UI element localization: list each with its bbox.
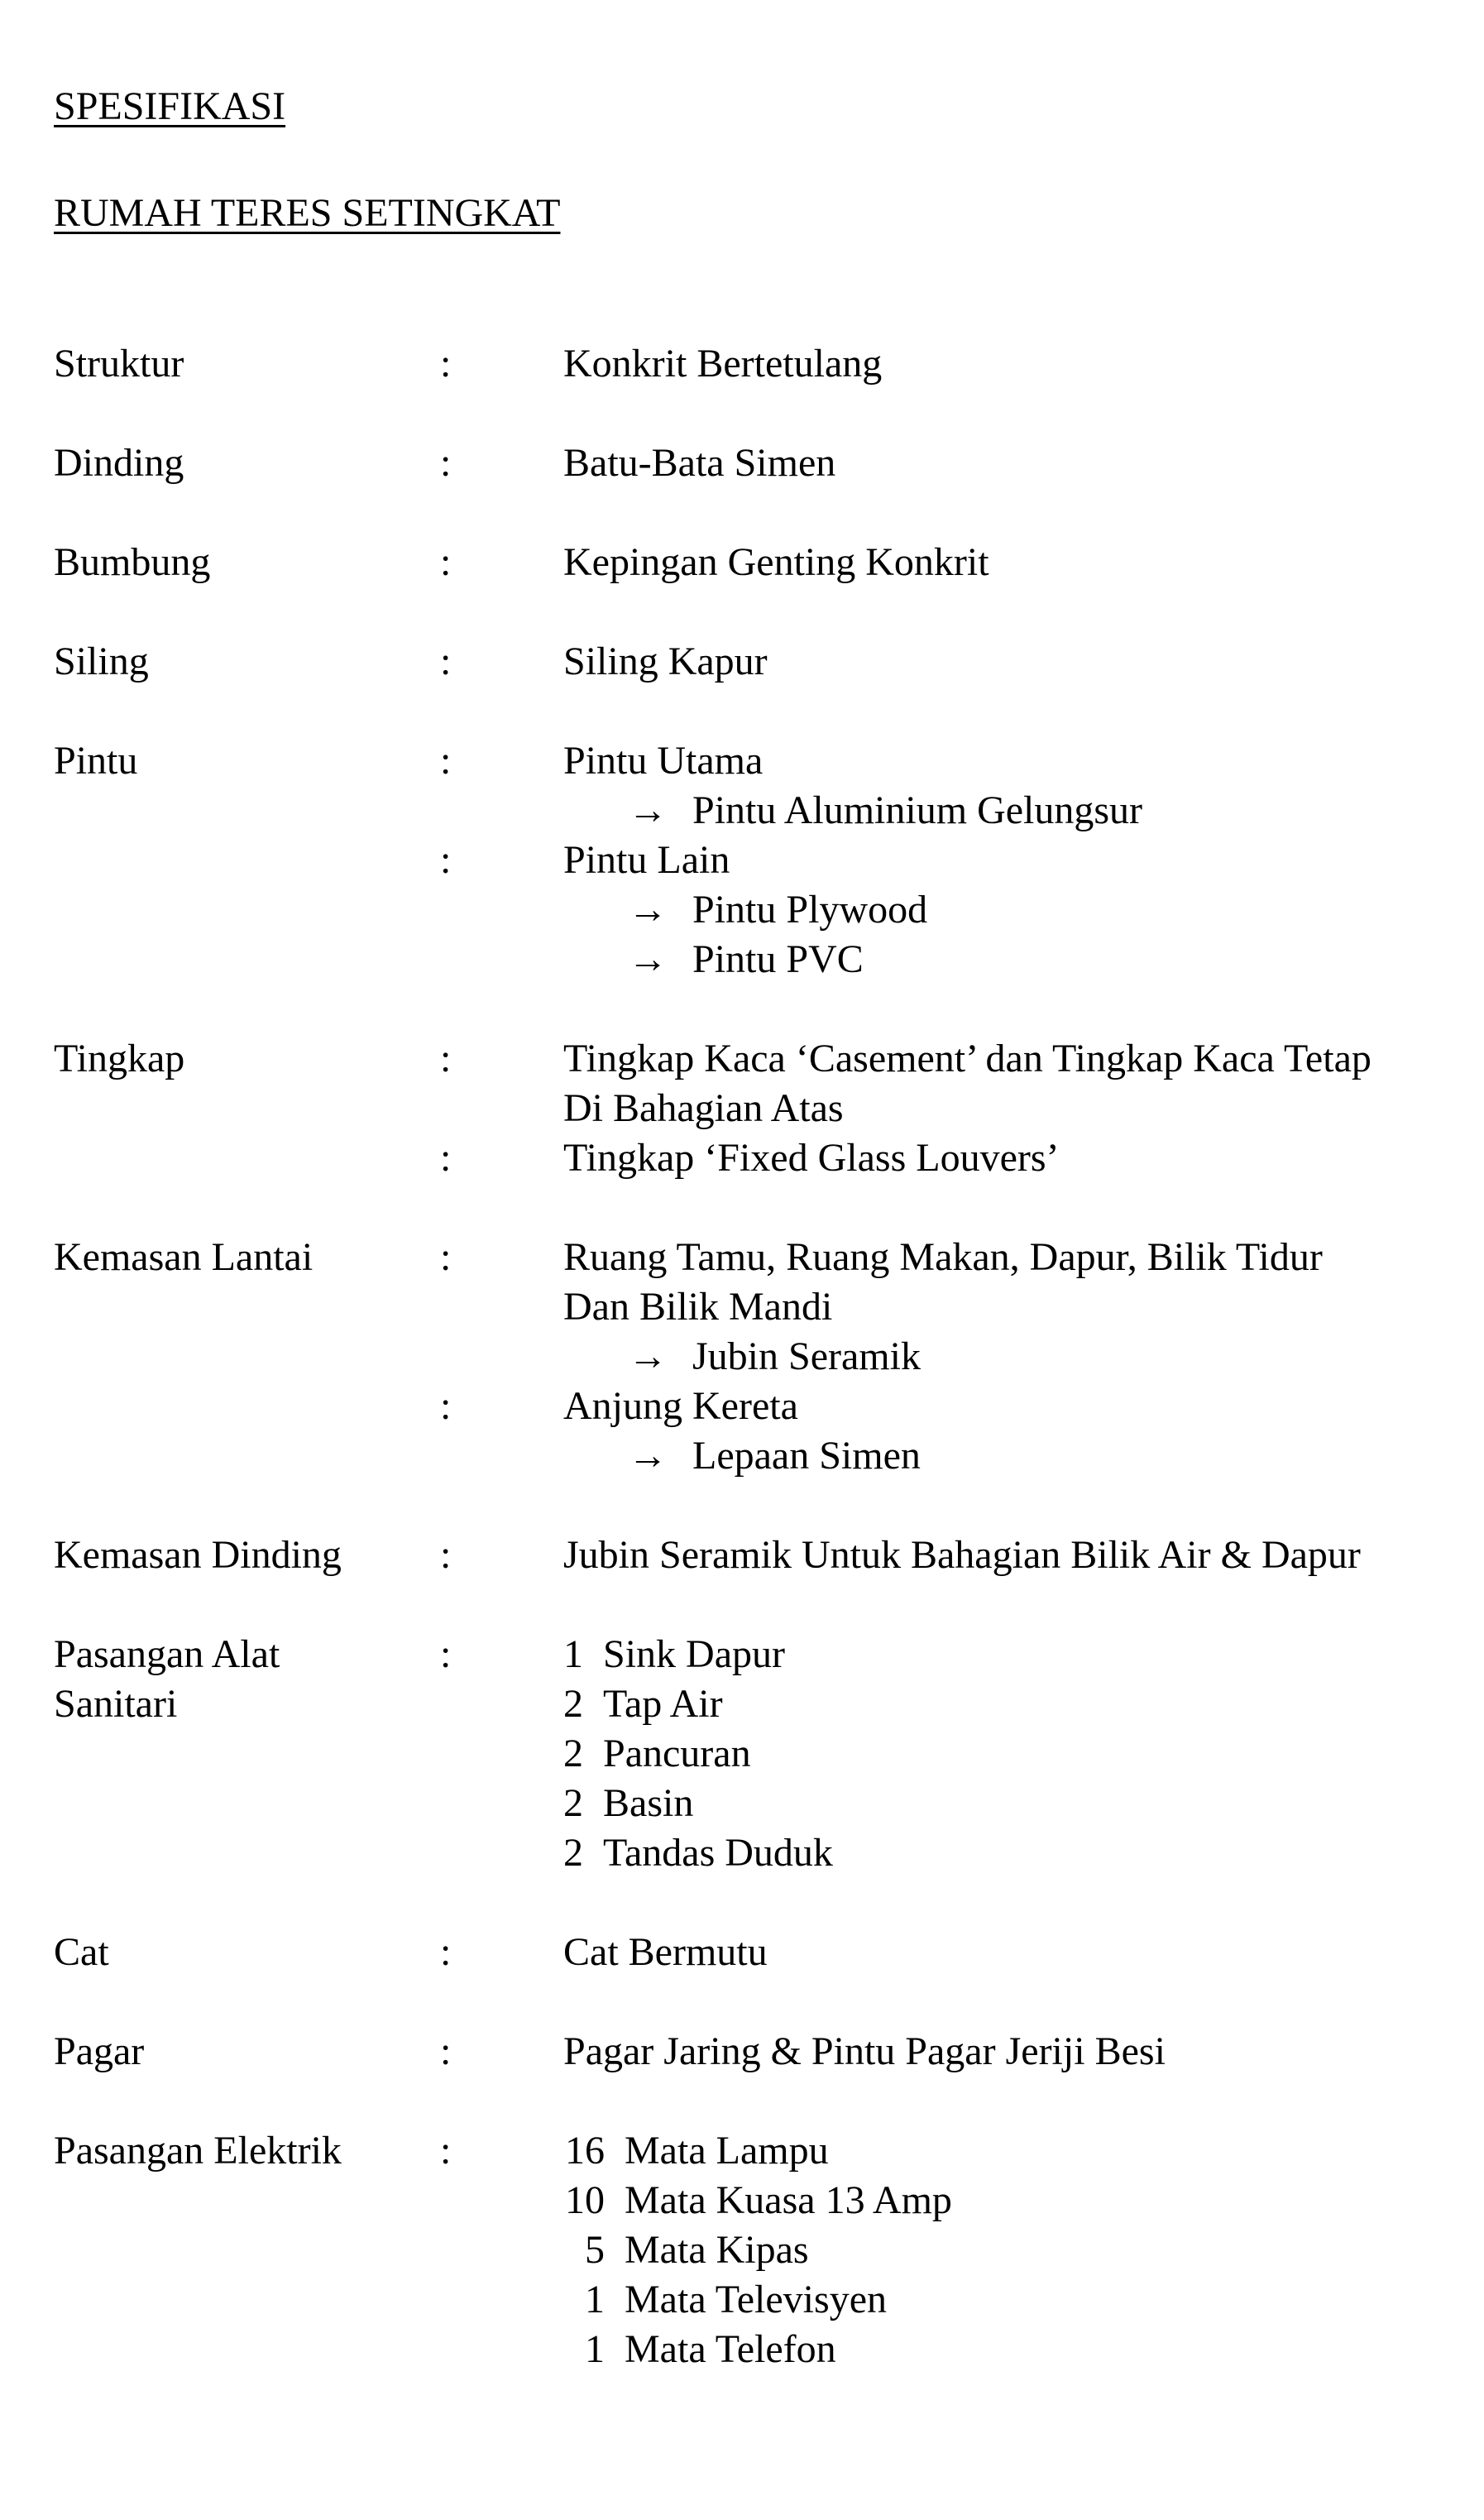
spec-row: [54, 339, 1484, 389]
spec-line: [54, 2275, 1484, 2325]
spec-value: [563, 637, 1484, 687]
spec-value-text: Di Bahagian Atas: [563, 1086, 844, 1130]
spec-label: Tingkap: [54, 1037, 185, 1080]
colon: :: [440, 342, 452, 386]
spacer: [54, 687, 1484, 736]
spec-label: Pasangan Alat: [54, 1632, 280, 1676]
spec-value-text: Pintu Aluminium Gelungsur: [692, 788, 1143, 832]
spec-row: [54, 1034, 1484, 1183]
spec-line: [54, 1431, 1484, 1481]
spec-line: [54, 438, 1484, 488]
spec-label: Pagar: [54, 2029, 145, 2073]
spec-value: [563, 1034, 1484, 1084]
spec-label: Siling: [54, 640, 149, 683]
colon: :: [440, 1384, 452, 1428]
spec-value-text: Lepaan Simen: [692, 1434, 921, 1478]
spec-label: [54, 1133, 440, 1183]
spec-label: [54, 1779, 440, 1828]
colon: [440, 2275, 563, 2325]
document-subtitle: RUMAH TERES SETINGKAT: [54, 191, 561, 235]
spacer: [54, 2077, 1484, 2126]
spec-value-text: Pintu Utama: [563, 739, 764, 783]
spec-value-text: Ruang Tamu, Ruang Makan, Dapur, Bilik Tidur: [563, 1235, 1323, 1279]
spec-value: [563, 1928, 1484, 1977]
item-quantity: 1: [563, 1632, 583, 1676]
item-quantity: 16: [565, 2129, 605, 2173]
spec-label: Cat: [54, 1930, 109, 1974]
spec-line: [54, 1928, 1484, 1977]
spec-value-text: Mata Telefon: [625, 2327, 836, 2371]
spec-line: [54, 1233, 1484, 1282]
item-quantity: 2: [563, 1831, 583, 1875]
spec-row: [54, 538, 1484, 587]
colon: [440, 1779, 563, 1828]
spec-value-text: Pintu PVC: [692, 937, 864, 981]
spec-line: [54, 538, 1484, 587]
colon: [440, 1679, 563, 1729]
colon: :: [440, 2029, 452, 2073]
spacer: [54, 1878, 1484, 1928]
spec-value: [563, 1332, 1484, 1382]
spec-line: [54, 1332, 1484, 1382]
spec-label: [54, 836, 440, 885]
spec-value-text: Pintu Lain: [563, 838, 730, 882]
spec-value-text: Tandas Duduk: [603, 1831, 833, 1875]
spec-value: [563, 1282, 1484, 1332]
spacer: [54, 488, 1484, 538]
spec-value-text: Dan Bilik Mandi: [563, 1285, 833, 1329]
colon: [440, 1729, 563, 1779]
spec-row: [54, 2027, 1484, 2077]
spec-line: [54, 736, 1484, 786]
spec-value: [563, 1679, 1484, 1729]
spec-value: [563, 1828, 1484, 1878]
colon: [440, 1282, 563, 1332]
spec-value-text: Mata Lampu: [625, 2129, 829, 2173]
spec-value-text: Siling Kapur: [563, 640, 768, 683]
arrow-icon: →: [628, 1334, 668, 1378]
item-quantity: 2: [563, 1682, 583, 1726]
spec-row: [54, 1630, 1484, 1878]
spec-value-text: Mata Kipas: [625, 2228, 809, 2272]
item-quantity: 1: [585, 2327, 605, 2371]
spec-value: [563, 2275, 1484, 2325]
spec-label: [54, 1729, 440, 1779]
spec-label: [54, 1332, 440, 1382]
spec-line: [54, 885, 1484, 935]
spacer: [54, 985, 1484, 1034]
spec-value: [563, 2126, 1484, 2176]
spec-line: [54, 1828, 1484, 1878]
colon: :: [440, 2129, 452, 2173]
colon: :: [440, 1136, 452, 1180]
arrow-icon: →: [628, 888, 668, 932]
spec-value: [563, 935, 1484, 985]
spec-row: [54, 1928, 1484, 1977]
spec-line: [54, 339, 1484, 389]
item-quantity: 2: [563, 1781, 583, 1825]
spec-value-text: Tap Air: [603, 1682, 723, 1726]
spec-label: Kemasan Dinding: [54, 1533, 342, 1577]
spec-row: [54, 2126, 1484, 2374]
spacer: [54, 1183, 1484, 1233]
spec-line: [54, 786, 1484, 836]
spec-value-text: Konkrit Bertetulang: [563, 342, 883, 386]
spec-row: [54, 637, 1484, 687]
spec-line: [54, 1382, 1484, 1431]
spec-label: [54, 786, 440, 836]
spec-value-text: Mata Televisyen: [625, 2278, 887, 2321]
spec-line: [54, 1630, 1484, 1679]
spec-line: [54, 1779, 1484, 1828]
colon: [440, 1828, 563, 1878]
spec-value-text: Pancuran: [603, 1732, 751, 1775]
spec-value-text: Anjung Kereta: [563, 1384, 798, 1428]
colon: [440, 1431, 563, 1481]
spec-line: [54, 2027, 1484, 2077]
spec-label: [54, 2275, 440, 2325]
colon: [440, 1084, 563, 1133]
colon: [440, 885, 563, 935]
spec-value-text: Kepingan Genting Konkrit: [563, 540, 989, 584]
colon: :: [440, 441, 452, 485]
spec-row: [54, 1531, 1484, 1580]
colon: :: [440, 1533, 452, 1577]
spec-value: [563, 836, 1484, 885]
spec-label: [54, 2325, 440, 2374]
colon: :: [440, 838, 452, 882]
colon: :: [440, 540, 452, 584]
spec-line: [54, 1729, 1484, 1779]
spacer: [54, 1481, 1484, 1531]
spec-value-text: Tingkap Kaca ‘Casement’ dan Tingkap Kaca Tetap: [563, 1037, 1372, 1080]
colon: :: [440, 1037, 452, 1080]
spec-value-text: Jubin Seramik: [692, 1334, 921, 1378]
spec-value: [563, 1531, 1484, 1580]
spec-value: [563, 1084, 1484, 1133]
colon: [440, 2176, 563, 2225]
spec-line: [54, 1034, 1484, 1084]
spec-value-text: Batu-Bata Simen: [563, 441, 836, 485]
spec-label: [54, 2225, 440, 2275]
spec-value: [563, 339, 1484, 389]
specification-list: [54, 339, 1484, 2374]
spec-line: [54, 935, 1484, 985]
spec-value: [563, 1630, 1484, 1679]
spec-label: Pasangan Elektrik: [54, 2129, 342, 2173]
spec-value: [563, 736, 1484, 786]
spec-value: [563, 2176, 1484, 2225]
item-quantity: 1: [585, 2278, 605, 2321]
spec-value: [563, 885, 1484, 935]
item-quantity: 10: [565, 2178, 605, 2222]
spec-line: [54, 1133, 1484, 1183]
spec-value-text: Cat Bermutu: [563, 1930, 768, 1974]
spec-label: Dinding: [54, 441, 184, 485]
spec-label: [54, 1382, 440, 1431]
spec-value: [563, 1779, 1484, 1828]
spec-line: [54, 1679, 1484, 1729]
spec-label: [54, 1084, 440, 1133]
spec-label: [54, 1828, 440, 1878]
spec-value: [563, 2225, 1484, 2275]
spec-value: [563, 538, 1484, 587]
spec-value-text: Sink Dapur: [603, 1632, 785, 1676]
spec-row: [54, 438, 1484, 488]
document-title: SPESIFIKASI: [54, 84, 286, 128]
item-quantity: 5: [585, 2228, 605, 2272]
spec-label: [54, 885, 440, 935]
spec-row: [54, 1233, 1484, 1481]
colon: :: [440, 1235, 452, 1279]
spec-line: [54, 2225, 1484, 2275]
colon: :: [440, 640, 452, 683]
spec-label: [54, 2176, 440, 2225]
spec-line: [54, 1084, 1484, 1133]
spec-label: Sanitari: [54, 1682, 178, 1726]
spec-value: [563, 786, 1484, 836]
spec-line: [54, 836, 1484, 885]
arrow-icon: →: [628, 1434, 668, 1478]
spec-value: [563, 1133, 1484, 1183]
spec-label: Kemasan Lantai: [54, 1235, 314, 1279]
spec-value: [563, 438, 1484, 488]
colon: [440, 935, 563, 985]
spec-value-text: Basin: [603, 1781, 694, 1825]
colon: :: [440, 1930, 452, 1974]
spec-line: [54, 2126, 1484, 2176]
colon: :: [440, 739, 452, 783]
spec-label: Bumbung: [54, 540, 211, 584]
colon: [440, 2225, 563, 2275]
spec-value-text: Tingkap ‘Fixed Glass Louvers’: [563, 1136, 1060, 1180]
spec-line: [54, 637, 1484, 687]
spec-value: [563, 2325, 1484, 2374]
spec-label: Pintu: [54, 739, 138, 783]
spec-value-text: Jubin Seramik Untuk Bahagian Bilik Air & Dapur: [563, 1533, 1361, 1577]
spec-label: [54, 935, 440, 985]
item-quantity: 2: [563, 1732, 583, 1775]
spec-value: [563, 1233, 1484, 1282]
spec-value: [563, 2027, 1484, 2077]
spec-value-text: Pagar Jaring & Pintu Pagar Jeriji Besi: [563, 2029, 1166, 2073]
spec-value: [563, 1382, 1484, 1431]
spec-line: [54, 2325, 1484, 2374]
arrow-icon: →: [628, 788, 668, 832]
spacer: [54, 1580, 1484, 1630]
arrow-icon: →: [628, 937, 668, 981]
colon: [440, 2325, 563, 2374]
spec-value: [563, 1431, 1484, 1481]
spacer: [54, 389, 1484, 438]
spec-value: [563, 1729, 1484, 1779]
spec-line: [54, 1531, 1484, 1580]
spec-line: [54, 1282, 1484, 1332]
spec-label: [54, 1431, 440, 1481]
spec-line: [54, 2176, 1484, 2225]
spacer: [54, 587, 1484, 637]
colon: [440, 786, 563, 836]
colon: [440, 1332, 563, 1382]
spec-label: Struktur: [54, 342, 184, 386]
spec-value-text: Pintu Plywood: [692, 888, 928, 932]
colon: :: [440, 1632, 452, 1676]
spacer: [54, 1977, 1484, 2027]
spec-row: [54, 736, 1484, 985]
spec-label: [54, 1282, 440, 1332]
spec-value-text: Mata Kuasa 13 Amp: [625, 2178, 952, 2222]
